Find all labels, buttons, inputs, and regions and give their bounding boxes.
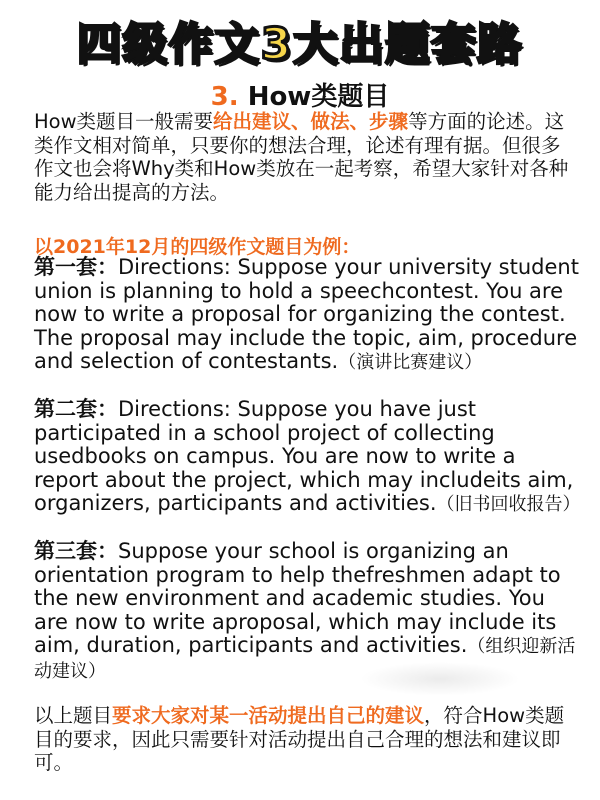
set-label: 第二套： — [34, 397, 118, 421]
intro-text-1: How类题目一般需要 — [34, 110, 214, 133]
watermark-smudge — [360, 662, 520, 696]
section-number: 3. — [210, 82, 239, 112]
set-text: Directions: Suppose your university student union is planning to hold a speechcontest. You are now to write a proposal for organizing the contest. The proposal may include the topic, aim, procedure and selection of contestants. — [34, 255, 579, 373]
outro-paragraph — [34, 704, 574, 775]
outro-highlight: 要求大家对某一活动提出自己的建议 — [112, 704, 425, 727]
example-heading: 以2021年12月的四级作文题目为例： — [34, 236, 361, 258]
outro-text-2: ，符合How类题目的要求，因此只需要针对活动提出自己合理的想法和建议即可。 — [34, 704, 565, 774]
set-note: （演讲比赛建议） — [338, 352, 483, 373]
section-subtitle — [0, 76, 600, 113]
outro-text-1: 以上题目 — [34, 704, 113, 727]
section-title: How类题目 — [247, 82, 390, 112]
set-text: Directions: Suppose you have just participated in a school project of collecting usedbooks on campus. You are now to write a report about the project, which may includeits aim, organizers, participants and activities. — [34, 397, 574, 515]
exam-set-2 — [34, 398, 582, 517]
title-banner — [14, 12, 586, 68]
intro-text-2: 等方面的论述。这类作文相对简单，只要你的想法合理，论述有理有据。但很多作文也会将Why类和How类放在一起考察，希望大家针对各种能力给出提高的方法。 — [34, 110, 569, 204]
set-label: 第一套： — [34, 255, 118, 279]
set-text: Suppose your school is organizing an orientation program to help thefreshmen adapt to the new environment and academic studies. You are now to write aproposal, which may include its aim, duration, participants and activities. — [34, 539, 561, 657]
banner-title: 四级作文3大出题套路 — [76, 19, 524, 70]
set-note: （组织迎新活动建议） — [34, 636, 576, 682]
intro-paragraph — [34, 110, 574, 204]
exam-set-1 — [34, 256, 582, 375]
intro-highlight: 给出建议、做法、步骤 — [213, 110, 409, 133]
set-note: （旧书回收报告） — [436, 494, 581, 515]
set-label: 第三套： — [34, 539, 118, 563]
